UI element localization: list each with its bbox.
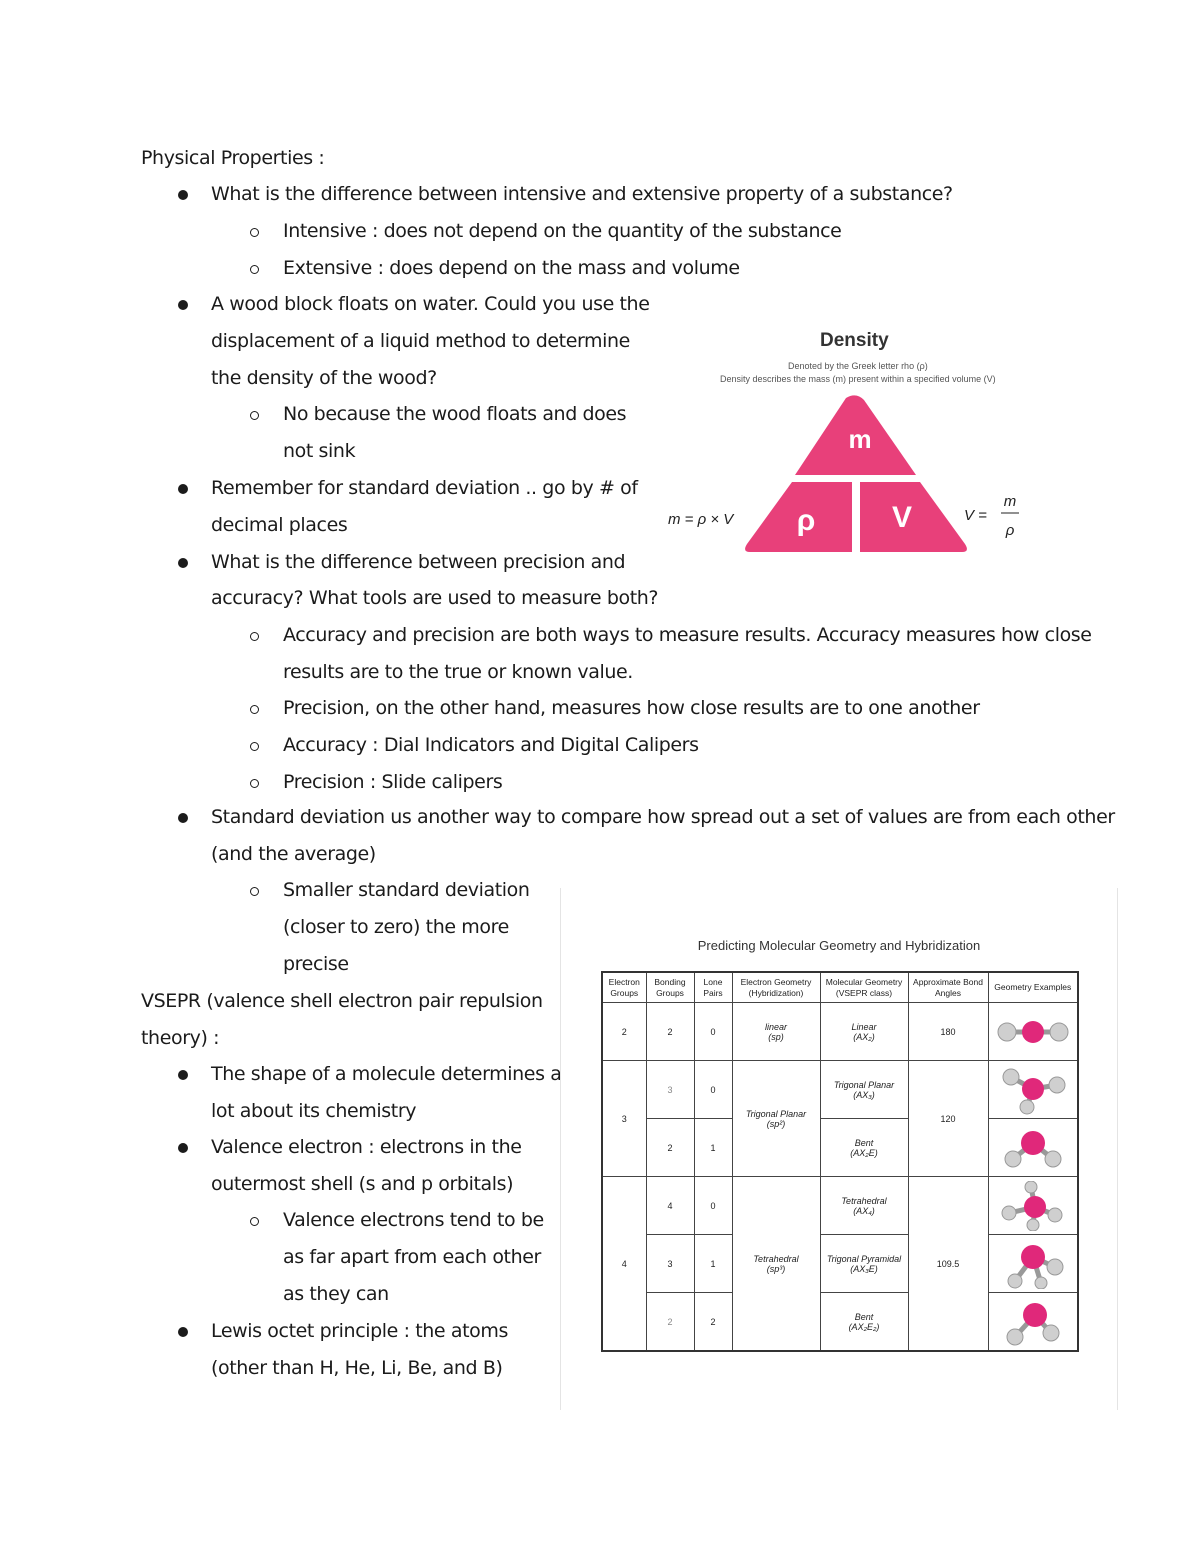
density-rho-symbol: ρ <box>796 504 816 537</box>
cell-molecular-geometry <box>820 1061 908 1119</box>
bullet <box>178 1143 188 1153</box>
cell-molecular-geometry <box>820 1293 908 1351</box>
sub-bullet <box>250 228 259 237</box>
sub-bullet <box>250 779 259 788</box>
bent-molecule-icon <box>993 1123 1073 1173</box>
section-heading-vsepr: VSEPR (valence shell electron pair repulsion <box>141 990 543 1012</box>
cell-geometry-example <box>988 1293 1078 1351</box>
note-text: (and the average) <box>211 843 376 865</box>
table-row <box>602 1235 1078 1293</box>
bent-molecule-icon <box>993 1297 1073 1347</box>
note-text: Lewis octet principle : the atoms <box>211 1320 508 1342</box>
answer-text: Intensive : does not depend on the quantity of the substance <box>283 220 842 242</box>
table-row <box>602 1003 1078 1061</box>
answer-text: Smaller standard deviation <box>283 879 530 901</box>
electron-geometry-name: linear <box>764 1021 787 1032</box>
molecular-geometry-name: Tetrahedral <box>841 1195 887 1206</box>
cell-electron-groups: 2 <box>602 1003 646 1061</box>
vsepr-class: (AX₃) <box>853 1089 875 1100</box>
note-text: outermost shell (s and p orbitals) <box>211 1173 514 1195</box>
density-volume-formula-lhs: V = <box>964 507 987 524</box>
question-text: A wood block floats on water. Could you use the <box>211 293 650 315</box>
cell-electron-geometry <box>732 1061 820 1177</box>
cell-geometry-example <box>988 1177 1078 1235</box>
section-heading-physical-properties: Physical Properties : <box>141 147 325 169</box>
vsepr-class: (AX₂E₂) <box>848 1321 880 1332</box>
cell-geometry-example <box>988 1235 1078 1293</box>
answer-text: not sink <box>283 440 356 462</box>
cell-molecular-geometry <box>820 1119 908 1177</box>
header-bond-angles: Approximate Bond Angles <box>908 972 988 1003</box>
hybridization: (sp³) <box>766 1263 786 1274</box>
table-row <box>602 1119 1078 1177</box>
cell-molecular-geometry <box>820 1235 908 1293</box>
answer-text: as they can <box>283 1283 389 1305</box>
cell-molecular-geometry <box>820 1177 908 1235</box>
answer-text: Extensive : does depend on the mass and volume <box>283 257 740 279</box>
density-m-symbol: m <box>848 424 872 454</box>
density-triangle-graphic <box>620 320 1040 570</box>
cell-electron-groups: 4 <box>602 1177 646 1351</box>
cell-electron-geometry <box>732 1177 820 1351</box>
header-molecular-geometry: Molecular Geometry (VSEPR class) <box>820 972 908 1003</box>
table-header-row <box>602 972 1078 1003</box>
electron-geometry-name: Tetrahedral <box>753 1253 799 1264</box>
cell-electron-geometry <box>732 1003 820 1061</box>
molecular-geometry-name: Trigonal Pyramidal <box>826 1253 902 1264</box>
question-text: the density of the wood? <box>211 367 437 389</box>
sub-bullet <box>250 1217 259 1226</box>
density-subtitle-1: Denoted by the Greek letter rho (ρ) <box>788 361 928 371</box>
cell-bonding-groups: 2 <box>646 1293 694 1351</box>
table-row <box>602 1177 1078 1235</box>
note-text: The shape of a molecule determines a <box>211 1063 562 1085</box>
cell-lone-pairs: 0 <box>694 1177 732 1235</box>
note-text: Remember for standard deviation .. go by # of <box>211 477 638 499</box>
cell-bonding-groups: 2 <box>646 1119 694 1177</box>
bullet <box>178 1070 188 1080</box>
cell-bonding-groups: 3 <box>646 1061 694 1119</box>
bullet <box>178 1327 188 1337</box>
question-text: What is the difference between intensive and extensive property of a substance? <box>211 183 953 205</box>
header-electron-geometry: Electron Geometry (Hybridization) <box>732 972 820 1003</box>
density-title: Density <box>820 330 889 351</box>
cell-lone-pairs: 0 <box>694 1003 732 1061</box>
vsepr-class: (AX₂) <box>853 1031 875 1042</box>
answer-text: (closer to zero) the more <box>283 916 509 938</box>
density-v-symbol: V <box>891 501 913 534</box>
header-electron-groups: Electron Groups <box>602 972 646 1003</box>
density-triangle-figure <box>620 320 1040 570</box>
cell-bond-angle: 120 <box>908 1061 988 1177</box>
answer-text: Precision : Slide calipers <box>283 771 503 793</box>
header-lone-pairs: Lone Pairs <box>694 972 732 1003</box>
answer-text: results are to the true or known value. <box>283 661 633 683</box>
cell-electron-groups: 3 <box>602 1061 646 1177</box>
bullet <box>178 558 188 568</box>
linear-molecule-icon <box>993 1009 1073 1055</box>
trigonal-pyramidal-molecule-icon <box>993 1239 1073 1289</box>
cell-bond-angle: 109.5 <box>908 1177 988 1351</box>
answer-text: Accuracy and precision are both ways to measure results. Accuracy measures how close <box>283 624 1092 646</box>
answer-text: precise <box>283 953 349 975</box>
table-row <box>602 1061 1078 1119</box>
sub-bullet <box>250 742 259 751</box>
molecular-geometry-name: Bent <box>854 1137 874 1148</box>
cell-geometry-example <box>988 1061 1078 1119</box>
electron-geometry-name: Trigonal Planar <box>745 1108 807 1119</box>
cell-lone-pairs: 0 <box>694 1061 732 1119</box>
cell-lone-pairs: 1 <box>694 1119 732 1177</box>
density-subtitle-2: Density describes the mass (m) present within a specified volume (V) <box>720 374 996 384</box>
molecular-geometry-name: Linear <box>851 1021 877 1032</box>
sub-bullet <box>250 411 259 420</box>
tetrahedral-molecule-icon <box>993 1181 1073 1231</box>
answer-text: Valence electrons tend to be <box>283 1209 544 1231</box>
density-volume-formula-num: m <box>1003 493 1017 510</box>
hybridization: (sp) <box>768 1031 784 1042</box>
cell-geometry-example <box>988 1003 1078 1061</box>
sub-bullet <box>250 265 259 274</box>
trigonal-planar-molecule-icon <box>993 1065 1073 1115</box>
cell-molecular-geometry <box>820 1003 908 1061</box>
section-heading-vsepr-cont: theory) : <box>141 1027 220 1049</box>
bullet <box>178 813 188 823</box>
vsepr-table-figure <box>560 888 1118 1410</box>
sub-bullet <box>250 705 259 714</box>
note-text: Valence electron : electrons in the <box>211 1136 522 1158</box>
density-mass-formula: m = ρ × V <box>668 511 734 528</box>
bullet <box>178 190 188 200</box>
molecular-geometry-name: Bent <box>854 1311 874 1322</box>
header-geometry-examples: Geometry Examples <box>988 972 1078 1003</box>
note-text: decimal places <box>211 514 348 536</box>
answer-text: as far apart from each other <box>283 1246 541 1268</box>
answer-text: No because the wood floats and does <box>283 403 627 425</box>
sub-bullet <box>250 632 259 641</box>
note-text: lot about its chemistry <box>211 1100 417 1122</box>
note-text: (other than H, He, Li, Be, and B) <box>211 1357 503 1379</box>
cell-lone-pairs: 2 <box>694 1293 732 1351</box>
sub-bullet <box>250 887 259 896</box>
question-text: accuracy? What tools are used to measure both? <box>211 587 659 609</box>
cell-bonding-groups: 3 <box>646 1235 694 1293</box>
question-text: displacement of a liquid method to determine <box>211 330 630 352</box>
answer-text: Precision, on the other hand, measures how close results are to one another <box>283 697 980 719</box>
answer-text: Accuracy : Dial Indicators and Digital Calipers <box>283 734 699 756</box>
vsepr-table-title: Predicting Molecular Geometry and Hybridization <box>697 938 981 953</box>
cell-bond-angle: 180 <box>908 1003 988 1061</box>
bullet <box>178 484 188 494</box>
cell-bonding-groups: 4 <box>646 1177 694 1235</box>
vsepr-class: (AX₃E) <box>850 1263 878 1274</box>
note-text: Standard deviation us another way to compare how spread out a set of values are from each other <box>211 806 1115 828</box>
vsepr-class: (AX₄) <box>853 1205 875 1216</box>
table-row <box>602 1293 1078 1351</box>
hybridization: (sp²) <box>766 1118 786 1129</box>
vsepr-class: (AX₂E) <box>850 1147 878 1158</box>
header-bonding-groups: Bonding Groups <box>646 972 694 1003</box>
vsepr-table <box>601 971 1079 1352</box>
bullet <box>178 300 188 310</box>
cell-bonding-groups: 2 <box>646 1003 694 1061</box>
cell-geometry-example <box>988 1119 1078 1177</box>
question-text: What is the difference between precision and <box>211 551 626 573</box>
molecular-geometry-name: Trigonal Planar <box>833 1079 895 1090</box>
cell-lone-pairs: 1 <box>694 1235 732 1293</box>
density-volume-formula-den: ρ <box>1005 522 1015 539</box>
